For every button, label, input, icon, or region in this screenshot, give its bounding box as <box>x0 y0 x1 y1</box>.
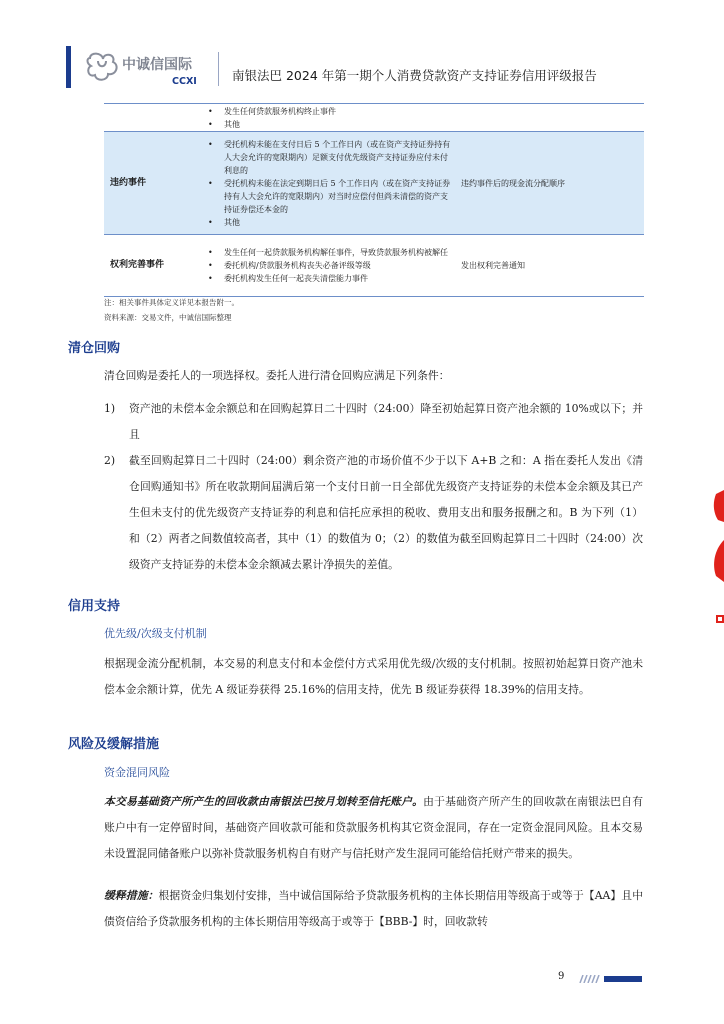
event-name: 权利完善事件 <box>104 235 208 297</box>
footer-stripes <box>578 975 600 983</box>
condition-item: • 其他 <box>208 118 453 131</box>
event-consequence <box>457 104 644 132</box>
item-number: 2) <box>104 454 116 467</box>
table-row <box>104 104 644 132</box>
mitigation-paragraph <box>104 883 643 935</box>
svg-text:中诚信国际: 中诚信国际 <box>122 57 192 73</box>
section-heading-clearance: 清仓回购 <box>68 341 121 356</box>
table-note: 注：相关事件具体定义详见本报告附一。 <box>104 298 239 307</box>
subheading-commingling-risk: 资金混同风险 <box>104 766 170 779</box>
condition-item: • 委托机构发生任何一起丧失清偿能力事件 <box>208 272 453 285</box>
list-item <box>104 448 643 578</box>
condition-item: • 委托机构/贷款服务机构丧失必备评级等级 <box>208 259 453 272</box>
item-text: 截至回购起算日二十四时（24:00）剩余资产池的市场价值不少于以下 A+B 之和：A 指在委托人发出《清仓回购通知书》所在收款期间届满后第一个支付日前一日全部优先级资产支持证券的未偿本金余额及其已产生但未支付的优先级资产支持证券的利息和信托应承担的税收、费用支出和服务报酬之和。B 为下列（1）和（2）两者之间数值较高者，其中（1）的数值为 0；（2）的数值为截至回购起算日二十四时（24:00）次级资产支持证券的未偿本金余额减去累计净损失的差值。 <box>129 454 643 571</box>
credit-paragraph: 根据现金流分配机制，本交易的利息支付和本金偿付方式采用优先级/次级的支付机制。按照初始起算日资产池未偿本金余额计算，优先 A 级证券获得 25.16%的信用支持，优先 B 级证券获得 18.39%的信用支持。 <box>104 657 643 696</box>
mitigation-emphasis: 缓释措施： <box>104 889 159 902</box>
item-number: 1) <box>104 402 116 415</box>
clearance-intro: 清仓回购是委托人的一项选择权。委托人进行清仓回购应满足下列条件： <box>104 369 450 382</box>
condition-item: • 受托机构未能在支付日后 5 个工作日内（或在资产支持证券持有人大会允许的宽限期内）足额支付优先级资产支持证券应付未付利息的 <box>208 138 453 177</box>
stamp-fragment <box>708 490 724 625</box>
section-heading-risk: 风险及缓解措施 <box>68 737 160 752</box>
header-accent-bar <box>66 46 71 88</box>
table-row <box>104 132 644 235</box>
table-row <box>104 235 644 297</box>
section-heading-credit: 信用支持 <box>68 599 121 614</box>
table-source: 资料来源：交易文件，中诚信国际整理 <box>104 313 232 322</box>
condition-item: • 发生任何贷款服务机构终止事件 <box>208 105 453 118</box>
risk-text: 由于基础资产所产生的回收款在南银法巴自有账户中有一定停留时间，基础资产回收款可能和贷款服务机构其它资金混同，存在一定资金混同风险。且本交易未设置混同储备账户以弥补贷款服务机构自有财产与信托财产发生混同可能给信托财产带来的损失。 <box>104 795 644 860</box>
event-consequence: 发出权利完善通知 <box>457 235 644 297</box>
header-separator <box>218 52 219 86</box>
condition-item: • 其他 <box>208 216 453 229</box>
svg-text:CCXI: CCXI <box>172 76 197 87</box>
event-name <box>104 104 208 132</box>
item-text: 资产池的未偿本金余额总和在回购起算日二十四时（24:00）降至初始起算日资产池余额的 10%或以下；并且 <box>129 402 643 441</box>
list-item <box>104 396 643 448</box>
ccxi-logo <box>86 48 212 88</box>
events-table <box>104 103 644 297</box>
risk-paragraph <box>104 789 643 867</box>
event-name: 违约事件 <box>104 132 208 235</box>
event-consequence: 违约事件后的现金流分配顺序 <box>457 132 644 235</box>
subheading-payment-mechanism: 优先级/次级支付机制 <box>104 627 207 640</box>
footer-bar <box>604 976 642 982</box>
risk-emphasis: 本交易基础资产所产生的回收款由南银法巴按月划转至信托账户。 <box>104 795 424 808</box>
report-title: 南银法巴 2024 年第一期个人消费贷款资产支持证券信用评级报告 <box>232 68 597 83</box>
condition-item: • 受托机构未能在法定到期日后 5 个工作日内（或在资产支持证券持有人大会允许的宽限期内）对当时应偿付但尚未清偿的资产支持证券偿还本金的 <box>208 177 453 216</box>
mitigation-text: 根据资金归集划付安排，当中诚信国际给予贷款服务机构的主体长期信用等级高于或等于【AA】且中债资信给予贷款服务机构的主体长期信用等级高于或等于【BBB-】时，回收款转 <box>104 889 644 928</box>
page-number: 9 <box>558 971 565 982</box>
condition-item: • 发生任何一起贷款服务机构解任事件，导致贷款服务机构被解任 <box>208 246 453 259</box>
